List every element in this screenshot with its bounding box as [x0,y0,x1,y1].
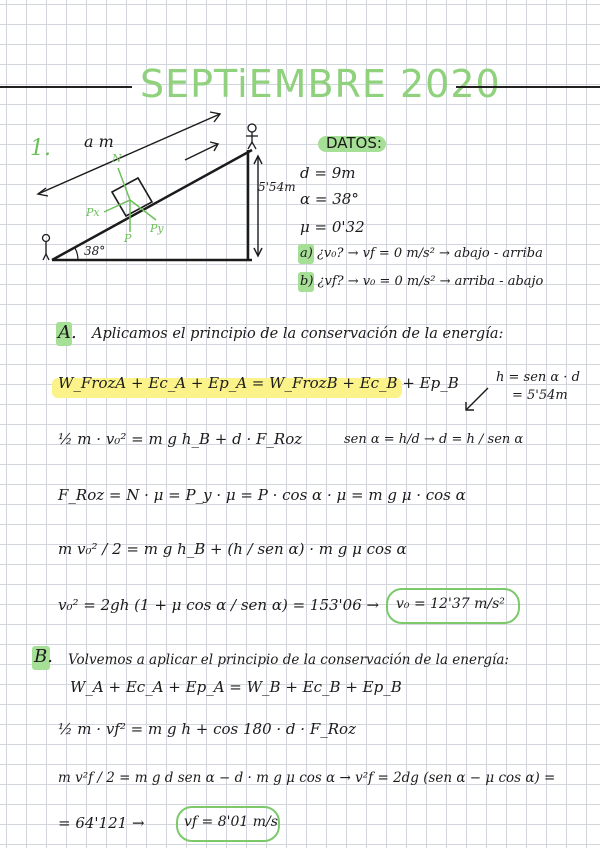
section-b-eq4: = 64'121 → [58,814,145,832]
section-b-statement: Volvemos a aplicar el principio de la conservación de la energía: [68,652,509,668]
answer-b: vf = 8'01 m/s [184,814,278,830]
motion-arrow [185,142,218,160]
section-a-eq2: F_Roz = N · μ = P_y · μ = P · cos α · μ = m g μ · cos α [58,486,466,504]
height-label: 5'54m [258,180,296,194]
side-note-height: h = sen α · d [496,370,580,385]
force-py-label: Py [150,222,164,235]
problem-number: 1. [30,136,51,161]
title-rule-left [0,86,132,88]
answer-a: v₀ = 12'37 m/s² [396,596,505,612]
datos-line-2: α = 38° [300,190,359,208]
section-a-eq4: v₀² = 2gh (1 + μ cos α / sen α) = 153'06 → [58,596,380,614]
datos-line-3: μ = 0'32 [300,218,365,236]
datos-line-1: d = 9m [300,164,356,182]
stick-figure-top [246,124,258,149]
stick-figure-left [43,235,50,261]
angle-arc [75,248,78,260]
force-n-label: N [112,152,122,165]
section-a-eq1: ½ m · v₀² = m g h_B + d · F_Roz [58,430,303,448]
height-arrow [254,156,262,256]
slope-length-label: a m [84,132,114,151]
section-b-marker: B. [34,646,53,667]
angle-label: 38° [84,244,106,258]
section-b-eq3: m v²f / 2 = m g d sen α − d · m g μ cos α → v²f = 2dg (sen α − μ cos α) = [58,770,556,786]
force-p-label: P [124,232,132,245]
section-a-marker: A. [58,322,77,343]
page-title: SEPTiEMBRE 2020 [140,62,501,106]
block-on-incline [112,178,152,216]
section-a-eq1-side: sen α = h/d → d = h / sen α [344,432,524,447]
section-a-statement: Aplicamos el principio de la conservación de la energía: [92,326,504,342]
title-rule-right [456,86,600,88]
force-vectors [104,168,156,232]
energy-equation: W_FrozA + Ec_A + Ep_A = W_FrozB + Ec_B + Ep_B [58,374,459,392]
datos-heading: DATOS: [326,134,382,152]
incline-triangle [52,150,252,260]
section-a-eq3: m v₀² / 2 = m g h_B + (h / sen α) · m g μ cos α [58,540,407,558]
pointer-arrow [462,386,492,416]
force-px-label: Px [86,206,100,219]
datos-question-a: a) ¿v₀? → vf = 0 m/s² → abajo - arriba [300,246,543,261]
datos-question-b: b) ¿vf? → v₀ = 0 m/s² → arriba - abajo [300,274,544,289]
section-b-eq1: W_A + Ec_A + Ep_A = W_B + Ec_B + Ep_B [70,678,402,696]
side-note-height-value: = 5'54m [512,388,568,403]
section-b-eq2: ½ m · vf² = m g h + cos 180 · d · F_Roz [58,720,356,738]
